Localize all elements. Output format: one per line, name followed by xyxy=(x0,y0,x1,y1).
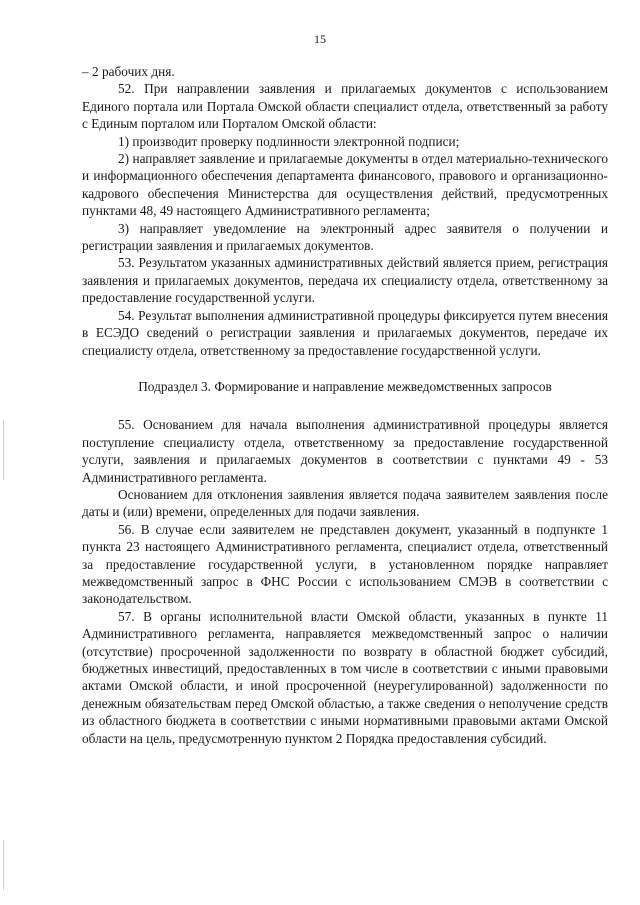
paragraph-continuation: – 2 рабочих дня. xyxy=(82,64,175,79)
paragraph-56: 56. В случае если заявителем не представлен документ, указанный в подпункте 1 пункта 23 настоящего Административного регламента, специалист отдела, ответственный за предоставление государственной услуги, в установленном порядке направляет межведомственный запрос в ФНС России с использованием СМЭВ в соответствии с законодательством. xyxy=(82,521,608,607)
subsection-title: Подраздел 3. Формирование и направление межведомственных запросов xyxy=(138,378,552,394)
paragraph-53: 53. Результатом указанных административных действий является прием, регистрация заявления и прилагаемых документов, передача их специалисту отдела, ответственному за предоставление государственной услуги. xyxy=(82,255,608,306)
paragraph-55-rejection: Основанием для отклонения заявления является подача заявителем заявления после даты и (или) времени, определенных для подачи заявления. xyxy=(82,486,608,520)
paragraph-52-item-1: 1) производит проверку подлинности электронной подписи; xyxy=(118,133,460,149)
scan-edge-mark xyxy=(3,420,4,480)
scan-edge-mark xyxy=(3,840,4,890)
paragraph-52-item-3: 3) направляет уведомление на электронный адрес заявителя о получении и регистрации заявления и прилагаемых документов. xyxy=(82,220,608,254)
document-body xyxy=(82,63,608,747)
paragraph-57: 57. В органы исполнительной власти Омской области, указанных в пункте 11 Административного регламента, направляется межведомственный запрос о наличии (отсутствие) просроченной задолженности по возврату в областной бюджет субсидий, бюджетных инвестиций, предоставленных в том числе в соответствии с иными правовыми актами Омской области, и иной просроченной (неурегулированной) задолженности по денежным обязательствам перед Омской областью, а также сведения о неполучение средств из областного бюджета в соответствии с иными нормативными правовыми актами Омской области на цель, предусмотренную пунктом 2 Порядка предоставления субсидий. xyxy=(82,608,608,746)
paragraph-52: 52. При направлении заявления и прилагаемых документов с использованием Единого портала или Портала Омской области специалист отдела, ответственный за работу с Единым порталом или Порталом Омской области: xyxy=(82,81,608,132)
paragraph-54: 54. Результат выполнения административной процедуры фиксируется путем внесения в ЕСЭДО сведений о регистрации заявления и прилагаемых документов, передаче их специалисту отдела, ответственному за предоставление государственной услуги. xyxy=(82,307,608,358)
page-number: 15 xyxy=(314,32,326,46)
paragraph-55: 55. Основанием для начала выполнения административной процедуры является поступление специалисту отдела, ответственному за предоставление государственной услуги, заявления и прилагаемых документов в соответствии с пунктами 49 - 53 Административного регламента. xyxy=(82,417,608,485)
paragraph-52-item-2: 2) направляет заявление и прилагаемые документы в отдел материально-технического и информационного обеспечения департамента финансового, правового и организационно-кадрового обеспечения Министерства для осуществления действий, предусмотренных пунктами 48, 49 настоящего Административного регламента; xyxy=(82,151,608,219)
